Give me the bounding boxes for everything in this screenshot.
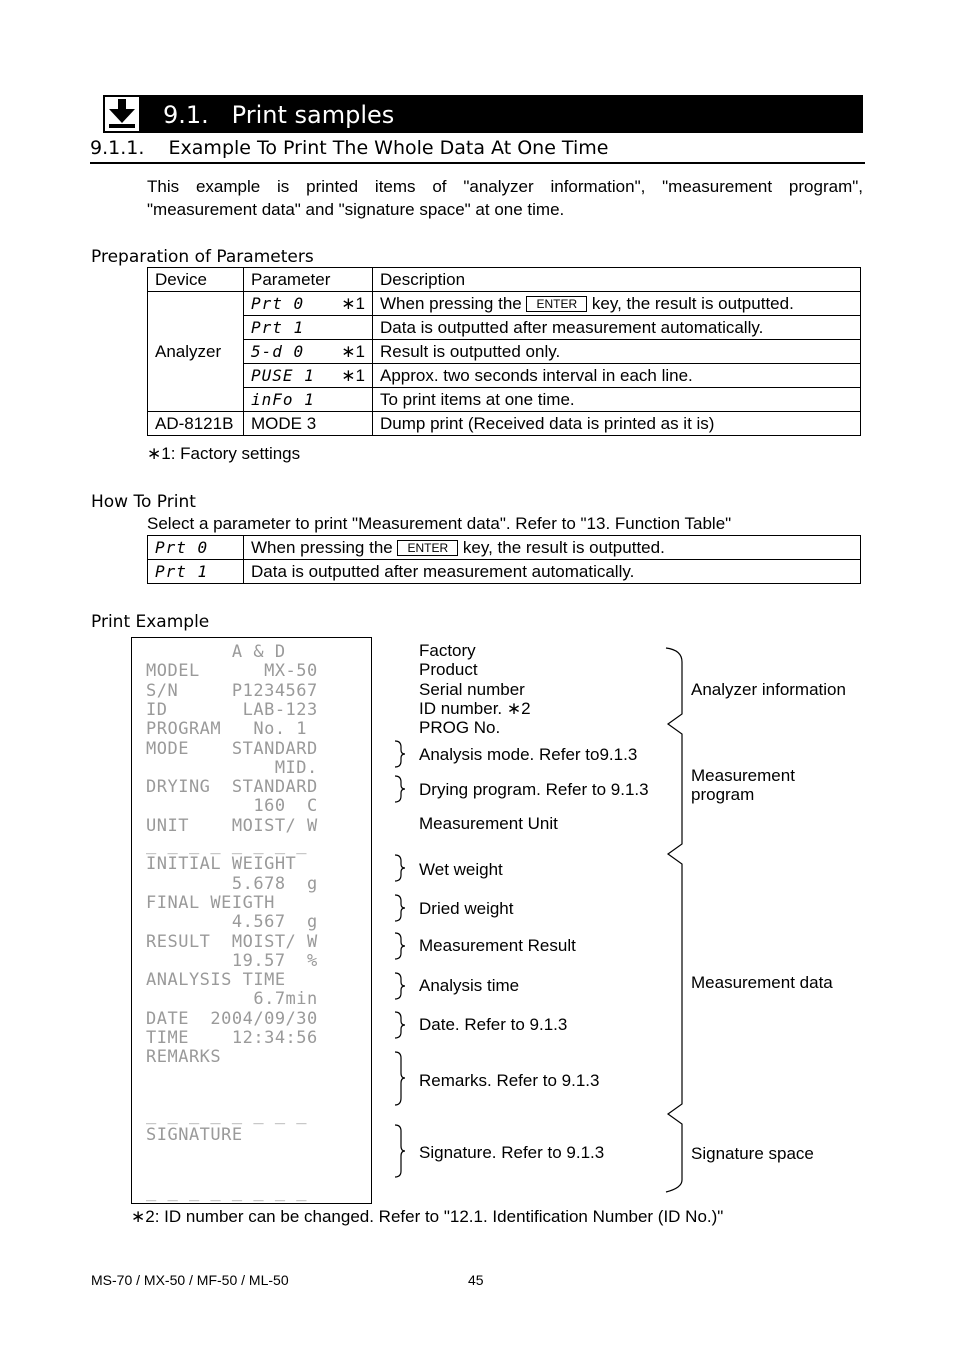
printout-line: 4.567 g xyxy=(146,912,318,933)
desc-cell: Dump print (Received data is printed as it is) xyxy=(373,412,861,436)
desc-cell: Data is outputted after measurement automatically. xyxy=(244,560,861,584)
printout-line: 5.678 g xyxy=(146,873,318,894)
printout-line: 160 C xyxy=(146,796,318,817)
label-mode: Analysis mode. Refer to9.1.3 xyxy=(419,745,638,764)
group-analyzer-info: Analyzer information xyxy=(691,680,846,699)
table-row xyxy=(148,292,861,316)
printout-line: TIME 12:34:56 xyxy=(146,1028,318,1048)
group-program-line1: Measurement xyxy=(691,766,795,785)
printout-line: FINAL WEIGTH xyxy=(146,892,275,913)
printout-line: _ _ _ _ _ _ _ _ xyxy=(146,835,308,855)
printout-line: S/N P1234567 xyxy=(146,680,318,701)
printout-line: _ _ _ _ _ _ _ _ xyxy=(146,1105,308,1126)
header-parameter: Parameter xyxy=(244,268,373,292)
table-row xyxy=(148,536,861,560)
printout-line: 6.7min xyxy=(146,989,318,1010)
param-cell: PUSE 1 ∗1 xyxy=(244,364,373,388)
table-row xyxy=(148,340,861,364)
printout-line: SIGNATURE xyxy=(146,1124,243,1145)
printout-line: RESULT MOIST/ W xyxy=(146,931,318,952)
param-cell: inFo 1 xyxy=(244,388,373,412)
param-cell: Prt 0 xyxy=(148,536,244,560)
label-prog: PROG No. xyxy=(419,718,501,737)
table-row xyxy=(148,388,861,412)
label-date: Date. Refer to 9.1.3 xyxy=(419,1015,568,1034)
table-row xyxy=(148,364,861,388)
label-serial: Serial number xyxy=(419,680,525,699)
large-brace-icons xyxy=(660,640,690,1200)
label-drying: Drying program. Refer to 9.1.3 xyxy=(419,780,649,799)
printout-line: MODEL MX-50 xyxy=(146,661,318,682)
printout-line: MID. xyxy=(146,757,318,778)
how-table xyxy=(147,535,861,584)
small-brace-icons xyxy=(385,730,415,1200)
page-number: 45 xyxy=(468,1272,484,1288)
prep-heading: Preparation of Parameters xyxy=(91,247,314,267)
desc-cell: Approx. two seconds interval in each line. xyxy=(373,364,861,388)
label-time: Analysis time xyxy=(419,976,520,995)
printout-line: ID LAB-123 xyxy=(146,699,318,720)
label-factory: Factory xyxy=(419,641,476,660)
printout-line: 19.57 % xyxy=(146,950,318,971)
desc-cell: To print items at one time. xyxy=(373,388,861,412)
how-text: Select a parameter to print "Measurement data". Refer to "13. Function Table" xyxy=(147,514,732,533)
label-signature: Signature. Refer to 9.1.3 xyxy=(419,1143,605,1162)
section-title: 9.1. Print samples xyxy=(163,101,395,129)
printout-line: MODE STANDARD xyxy=(146,738,318,759)
factory-settings-note: ∗1: Factory settings xyxy=(147,444,301,463)
label-remarks: Remarks. Refer to 9.1.3 xyxy=(419,1071,600,1090)
group-signature-space: Signature space xyxy=(691,1144,814,1163)
label-product: Product xyxy=(419,660,478,679)
label-id: ID number. ∗2 xyxy=(419,699,531,718)
device-analyzer: Analyzer xyxy=(148,292,244,412)
param-cell: 5-d 0 ∗1 xyxy=(244,340,373,364)
printout-line: UNIT MOIST/ W xyxy=(146,815,318,836)
printout-line: DATE 2004/09/30 xyxy=(146,1008,318,1029)
table-row xyxy=(148,316,861,340)
table-row xyxy=(148,560,861,584)
desc-cell: When pressing the ENTER key, the result is outputted. xyxy=(373,292,861,316)
param-cell: Prt 1 xyxy=(244,316,373,340)
group-program-line2: program xyxy=(691,785,755,804)
download-arrow-icon xyxy=(105,97,139,131)
header-description: Description xyxy=(373,268,861,292)
printout-line: INITIAL WEIGHT xyxy=(146,854,297,875)
group-measurement-data: Measurement data xyxy=(691,973,833,992)
desc-cell: Result is outputted only. xyxy=(373,340,861,364)
id-number-note: ∗2: ID number can be changed. Refer to "12.1. Identification Number (ID No.)" xyxy=(131,1207,724,1226)
device-printer: AD-8121B xyxy=(148,412,244,436)
desc-cell: When pressing the ENTER key, the result is outputted. xyxy=(244,536,861,560)
header-device: Device xyxy=(148,268,244,292)
printout-line: A & D xyxy=(146,642,286,662)
printout-line: REMARKS xyxy=(146,1047,222,1068)
printout-line: PROGRAM No. 1 xyxy=(146,719,308,740)
example-heading: Print Example xyxy=(91,612,210,632)
label-unit: Measurement Unit xyxy=(419,814,558,833)
label-wet: Wet weight xyxy=(419,860,503,879)
desc-cell: Data is outputted after measurement automatically. xyxy=(373,316,861,340)
param-cell: MODE 3 xyxy=(244,412,373,436)
param-cell: Prt 0 ∗1 xyxy=(244,292,373,316)
label-dried: Dried weight xyxy=(419,899,514,918)
param-cell: Prt 1 xyxy=(148,560,244,584)
table-header-row xyxy=(148,268,861,292)
parameters-table xyxy=(147,267,861,436)
enter-key: ENTER xyxy=(526,296,587,312)
how-heading: How To Print xyxy=(91,492,196,512)
printout-line: DRYING STANDARD xyxy=(146,777,318,798)
printout-sample xyxy=(131,637,372,1204)
printout-line: ANALYSIS TIME xyxy=(146,970,286,991)
footer-models: MS-70 / MX-50 / MF-50 / ML-50 xyxy=(91,1272,289,1288)
printout-line: _ _ _ _ _ _ _ _ xyxy=(146,1182,308,1203)
label-result: Measurement Result xyxy=(419,936,576,955)
table-row xyxy=(148,412,861,436)
intro-paragraph: This example is printed items of "analyzer information", "measurement program", "measurement data" and "signature space" at one time. xyxy=(147,177,863,219)
enter-key: ENTER xyxy=(397,540,458,556)
subsection-title: 9.1.1. Example To Print The Whole Data At One Time xyxy=(90,134,865,164)
